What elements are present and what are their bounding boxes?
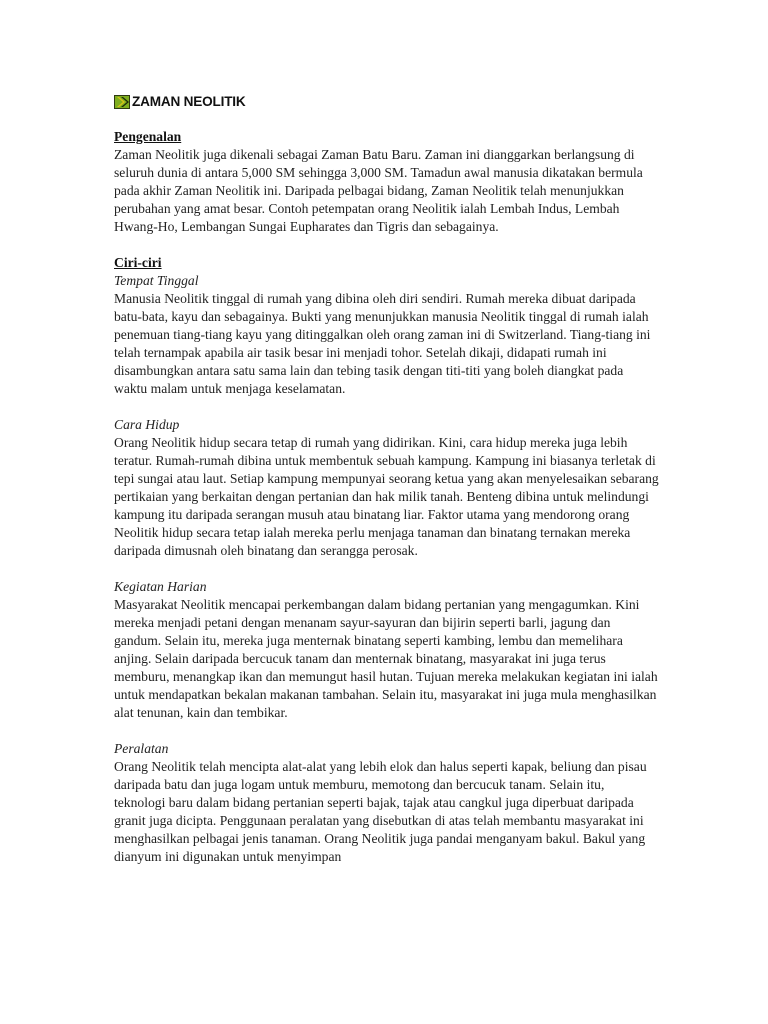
subsection-paragraph: Masyarakat Neolitik mencapai perkembangan dalam bidang pertanian yang mengagumkan. Kini mereka menjadi petani dengan menanam sayur-sayuran dan bijirin seperti barli, jagung dan gandum. Selain itu, mereka juga menternak binatang seperti kambing, lembu dan memelihara anjing. Selain daripada bercucuk tanam dan menternak binatang, masyarakat ini juga terus memburu, menangkap ikan dan memungut hasil hutan. Tujuan mereka melakukan kegiatan ini ialah untuk mendapatkan bekalan makanan tambahan. Selain itu, masyarakat ini juga mula menghasilkan alat tenunan, kain dan tembikar. [114,597,658,720]
subsection-paragraph: Manusia Neolitik tinggal di rumah yang dibina oleh diri sendiri. Rumah mereka dibuat daripada batu-bata, kayu dan sebagainya. Bukti yang menunjukkan manusia Neolitik tinggal di rumah ialah penemuan tiang-tiang kayu yang ditinggalkan oleh orang zaman ini di Switzerland. Tiang-tiang ini telah ternampak apabila air tasik besar ini menjadi tohor. Setelah dikaji, didapati rumah ini disambungkan antara satu sama lain dan tebing tasik dengan titi-titi yang boleh diangkat pada waktu malam untuk menjaga keselamatan. [114,291,651,396]
subsection-cara-hidup [114,416,659,560]
subsection-heading: Kegiatan Harian [114,579,207,594]
document-body [114,92,659,866]
section-pengenalan [114,128,659,236]
subsection-heading: Peralatan [114,741,169,756]
subsection-paragraph: Orang Neolitik telah mencipta alat-alat yang lebih elok dan halus seperti kapak, beliung dan pisau daripada batu dan juga logam untuk memburu, memotong dan bercucuk tanam. Selain itu, teknologi baru dalam bidang pertanian seperti bajak, tajak atau cangkul juga diperbuat daripada granit juga dicipta. Penggunaan peralatan yang disebutkan di atas telah membantu masyarakat ini menghasilkan pelbagai jenis tanaman. Orang Neolitik juga pandai menganyam bakul. Bakul yang dianyum ini digunakan untuk menyimpan [114,759,647,864]
subsection-kegiatan-harian [114,578,659,722]
green-arrow-bullet-icon [114,95,130,109]
subsection-paragraph: Orang Neolitik hidup secara tetap di rumah yang didirikan. Kini, cara hidup mereka juga lebih teratur. Rumah-rumah dibina untuk membentuk sebuah kampung. Kampung ini biasanya terletak di tepi sungai atau laut. Setiap kampung mempunyai seorang ketua yang akan menyelesaikan sebarang pertikaian yang berkaitan dengan pertanian dan hak milik tanah. Benteng dibina untuk melindungi kampung itu daripada serangan musuh atau binatang liar. Faktor utama yang mendorong orang Neolitik hidup secara tetap ialah mereka perlu menjaga tanaman dan binatang ternakan mereka daripada dimusnah oleh binatang dan serangga perosak. [114,435,659,558]
subsection-tempat-tinggal [114,272,659,398]
document-title: ZAMAN NEOLITIK [132,94,246,109]
subsection-heading: Tempat Tinggal [114,273,199,288]
subsection-heading: Cara Hidup [114,417,180,432]
section-heading: Pengenalan [114,129,182,144]
subsection-peralatan [114,740,659,866]
section-paragraph: Zaman Neolitik juga dikenali sebagai Zaman Batu Baru. Zaman ini dianggarkan berlangsung di seluruh dunia di antara 5,000 SM sehingga 3,000 SM. Tamadun awal manusia dikatakan bermula pada akhir Zaman Neolitik ini. Daripada pelbagai bidang, Zaman Neolitik telah menunjukkan perubahan yang amat besar. Contoh petempatan orang Neolitik ialah Lembah Indus, Lembah Hwang-Ho, Lembangan Sungai Eupharates dan Tigris dan sebagainya. [114,147,643,234]
document-title-row [114,92,659,112]
section-heading: Ciri-ciri [114,255,162,270]
section-ciri-ciri [114,254,659,866]
